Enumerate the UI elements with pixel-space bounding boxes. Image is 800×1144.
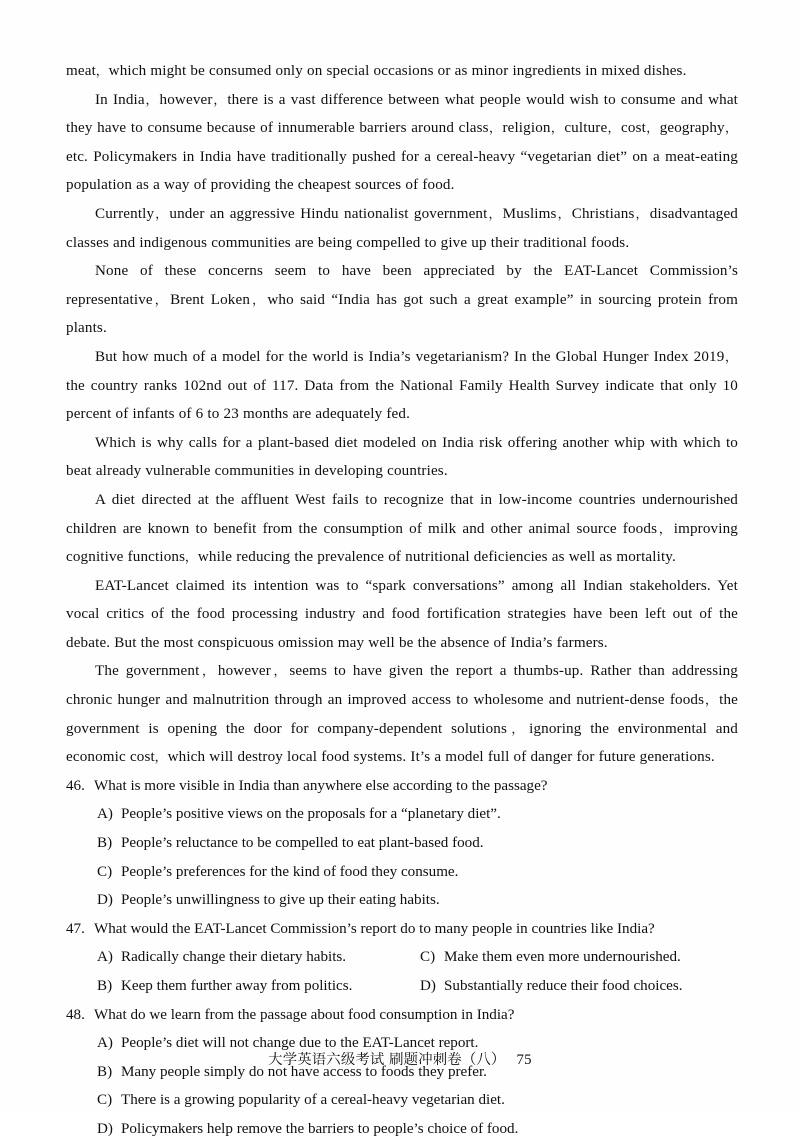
passage-paragraph: None of these concerns seem to have been appreciated by the EAT-Lancet Commission’s representative，Brent Loken，who said “India has got such a great example” in sourcing protein from plants. <box>66 263 739 337</box>
reading-passage <box>66 57 738 772</box>
question-text: What is more visible in India than anywhere else according to the passage? <box>94 777 548 794</box>
passage-paragraph: Currently，under an aggressive Hindu nationalist government，Muslims，Christians，disadvantaged classes and indigenous communities are being compelled to give up their traditional foods. <box>66 205 738 251</box>
option-c[interactable] <box>420 943 738 972</box>
question-text: What do we learn from the passage about food consumption in India? <box>94 1006 515 1023</box>
option-label: D) <box>97 892 113 909</box>
option-a[interactable] <box>66 800 738 829</box>
option-text: People’s positive views on the proposals for a “planetary diet”. <box>121 806 501 823</box>
option-label: D) <box>97 1120 113 1137</box>
option-label: C) <box>420 949 436 966</box>
passage-paragraph: In India，however，there is a vast difference between what people would wish to consume and what they have to consume because of innumerable barriers around class，religion，culture，cost，geography，etc. Policymakers in India have traditionally pushed for a cereal-heavy “vegetarian diet” on a meat-eating population as a way of providing the cheapest sources of food. <box>66 91 739 194</box>
passage-paragraph: But how much of a model for the world is India’s vegetarianism? In the Global Hunger Index 2019，the country ranks 102nd out of 117. Data from the National Family Health Survey indicate that only 10 percent of infants of 6 to 23 months are adequately fed. <box>66 348 738 423</box>
option-label: A) <box>97 1035 113 1052</box>
option-d[interactable] <box>66 1115 738 1144</box>
question-text: What would the EAT-Lancet Commission’s report do to many people in countries like India? <box>94 920 655 937</box>
passage-paragraph: A diet directed at the affluent West fails to recognize that in low-income countries undernourished children are known to benefit from the consumption of milk and other animal source foods，improving cognitive functions，while reducing the prevalence of nutritional deficiencies as well as mortality. <box>66 491 738 566</box>
option-text: Substantially reduce their food choices. <box>444 978 683 994</box>
option-text: People’s preferences for the kind of food they consume. <box>121 863 459 880</box>
option-label: B) <box>97 835 113 852</box>
option-label: A) <box>97 806 113 823</box>
option-b[interactable] <box>66 829 738 858</box>
passage-paragraph-continuation: meat，which might be consumed only on special occasions or as minor ingredients in mixed dishes. <box>66 63 687 79</box>
footer-title: 大学英语六级考试 刷题冲刺卷（八） <box>268 1052 506 1068</box>
option-list <box>66 800 738 914</box>
question-stem <box>66 772 738 801</box>
question-number: 47. <box>66 920 85 937</box>
option-list <box>66 1029 738 1143</box>
option-label: D) <box>420 978 436 994</box>
option-text: People’s diet will not change due to the EAT-Lancet report. <box>121 1035 479 1052</box>
option-text: There is a growing popularity of a cereal-heavy vegetarian diet. <box>121 1092 505 1109</box>
option-text: Many people simply do not have access to foods they prefer. <box>121 1063 487 1080</box>
passage-paragraph: EAT-Lancet claimed its intention was to “spark conversations” among all Indian stakeholders. Yet vocal critics of the food processing industry and food fortification strategies have been left out of the debate. But the most conspicuous omission may well be the absence of India’s farmers. <box>66 577 738 651</box>
question-47 <box>66 915 738 1001</box>
question-number: 48. <box>66 1006 85 1023</box>
option-text: Policymakers help remove the barriers to people’s choice of food. <box>121 1120 519 1137</box>
option-label: C) <box>97 863 113 880</box>
option-label: C) <box>97 1092 113 1109</box>
footer-page-number: 75 <box>516 1052 532 1068</box>
option-d[interactable] <box>66 886 738 915</box>
option-text: People’s reluctance to be compelled to eat plant-based food. <box>121 835 484 852</box>
option-text: Radically change their dietary habits. <box>121 949 347 966</box>
question-48 <box>66 1001 738 1144</box>
question-stem <box>66 1001 738 1030</box>
option-d[interactable] <box>420 972 738 1001</box>
option-c[interactable] <box>66 858 738 887</box>
passage-paragraph: Which is why calls for a plant-based diet modeled on India risk offering another whip with which to beat already vulnerable communities in developing countries. <box>66 434 738 480</box>
option-a[interactable] <box>66 943 346 972</box>
question-stem <box>66 915 738 944</box>
passage-and-questions-column <box>66 57 738 1144</box>
question-number: 46. <box>66 777 85 794</box>
option-text: Make them even more undernourished. <box>444 949 681 966</box>
option-row <box>66 972 738 1001</box>
option-b[interactable] <box>66 972 352 1001</box>
option-label: B) <box>97 978 113 994</box>
option-text: Keep them further away from politics. <box>121 978 353 994</box>
option-label: A) <box>97 949 113 966</box>
option-text: People’s unwillingness to give up their eating habits. <box>121 892 440 909</box>
passage-paragraph: The government，however，seems to have given the report a thumbs-up. Rather than addressing chronic hunger and malnutrition through an improved access to wholesome and nutrient-dense foods，the government is opening the door for company-dependent solutions，ignoring the environmental and economic cost，which will destroy local food systems. It’s a model full of danger for future generations. <box>66 663 739 766</box>
question-46 <box>66 772 738 915</box>
option-label: B) <box>97 1063 113 1080</box>
option-c[interactable] <box>66 1086 738 1115</box>
option-list <box>66 943 738 1000</box>
option-row <box>66 943 738 972</box>
page-footer <box>0 1050 800 1070</box>
